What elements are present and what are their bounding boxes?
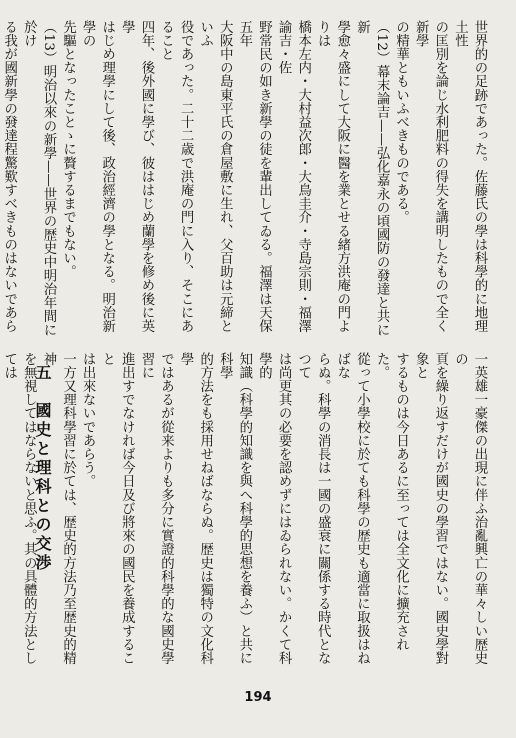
page-number: 194: [244, 690, 272, 705]
lower-text-block: 一英雄一豪傑の出現に伴ふ治亂興亡の華々しい歴史の 頁を繰り返すだけが國史の學習ではない。國史學對象と するものは今日あるに至っては全文化に擴充された。 從って小學校に於ても科學の歴史も適當に取扱はねばな らぬ。科學の消長は一國の盛衰に關係する時代となつて は尚更其の必要を認めずにはゐられない。かくて科學的 知識（科學的知識を與へ科學的思想を養ふ）と共に科學 的方法をも採用せねばならぬ。歴史は獨特の文化科學 ではあるが從来よりも多分に實證的科學的な國史學習に 進出すでなければ今日及び將來の國民を養成すること は出來ないであらう。 一方又理科學習に於ては、歴史的方法乃至歴史的精神 を無視してはならないと思ふ。其の具體的方法としては: [1, 352, 487, 665]
section-heading: 五 國史と理科との交渉: [33, 364, 52, 573]
upper-text-block: 世界的の足跡であった。佐藤氏の學は科學的に地理土性 の匡別を論じ水利肥料の得失を講明したもので全く新學 の精華ともいふべきものである。 （12）幕末論吉——弘化嘉永の頃國防の發達と共に新 學愈々盛にして大阪に醫を業とせる緒方洪庵の門よりは 橋本左内・大村益次郎・大鳥圭介・寺島宗則・福澤諭吉・佐 野常民の如き新學の徒を輩出してゐる。福澤は天保五年 大阪中の島東平氏の倉屋敷に生れ、父百助は元締といふ 役であった。二十二歳で洪庵の門に入り、そこにあること 四年、後外國に學び、彼ははじめ蘭學を修め後に英學 はじめ理學にして後、政治經濟の學となる。明治新學の 先驅となったことゝに贅するまでもない。 （13）明治以來の新學——世界の歴史中明治年間に於け る我が國新學の發達程驚歎すべきものはないであら: [1, 20, 487, 337]
